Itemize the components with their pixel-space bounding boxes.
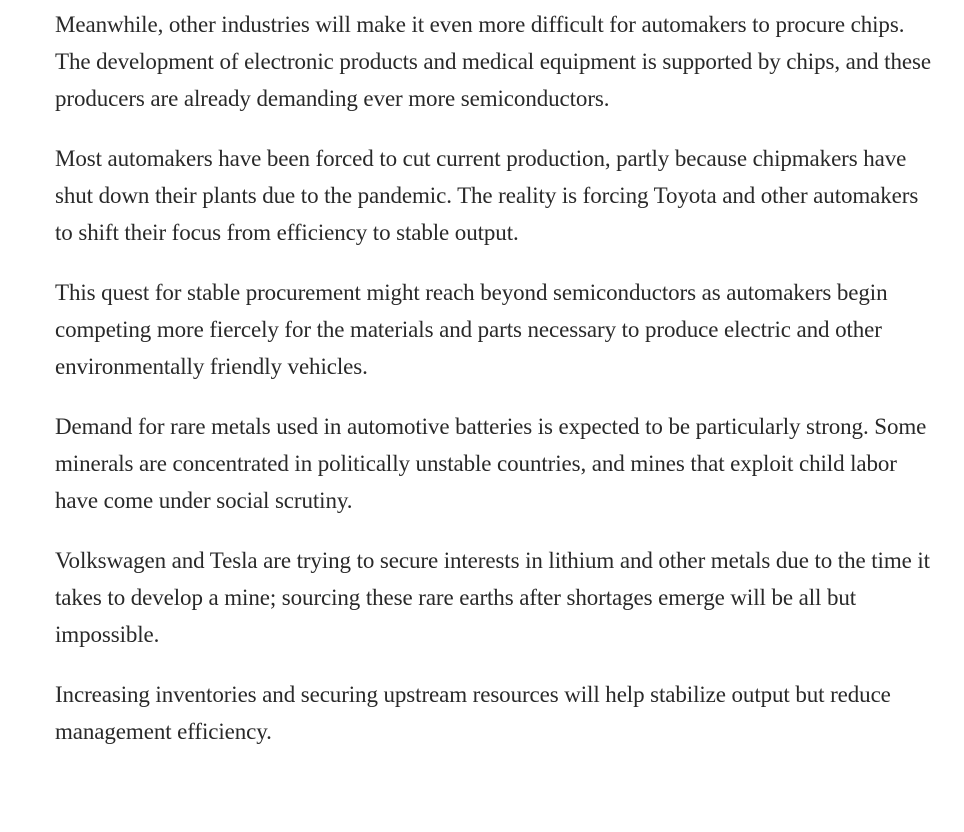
article-body xyxy=(55,6,935,773)
article-paragraph-6: Increasing inventories and securing upstream resources will help stabilize output but reduce management efficiency. xyxy=(55,682,891,744)
article-paragraph-1: Meanwhile, other industries will make it even more difficult for automakers to procure chips. The development of electronic products and medical equipment is supported by chips, and these producers are already demanding ever more semiconductors. xyxy=(55,12,931,111)
article-paragraph-5: Volkswagen and Tesla are trying to secure interests in lithium and other metals due to the time it takes to develop a mine; sourcing these rare earths after shortages emerge will be all but impossible. xyxy=(55,548,930,647)
article-paragraph-2: Most automakers have been forced to cut current production, partly because chipmakers have shut down their plants due to the pandemic. The reality is forcing Toyota and other automakers to shift their focus from efficiency to stable output. xyxy=(55,146,919,245)
article-paragraph-3: This quest for stable procurement might reach beyond semiconductors as automakers begin competing more fiercely for the materials and parts necessary to produce electric and other environmentally friendly vehicles. xyxy=(55,280,888,379)
article-paragraph-4: Demand for rare metals used in automotive batteries is expected to be particularly strong. Some minerals are concentrated in politically unstable countries, and mines that exploit child labor have come under social scrutiny. xyxy=(55,414,927,513)
